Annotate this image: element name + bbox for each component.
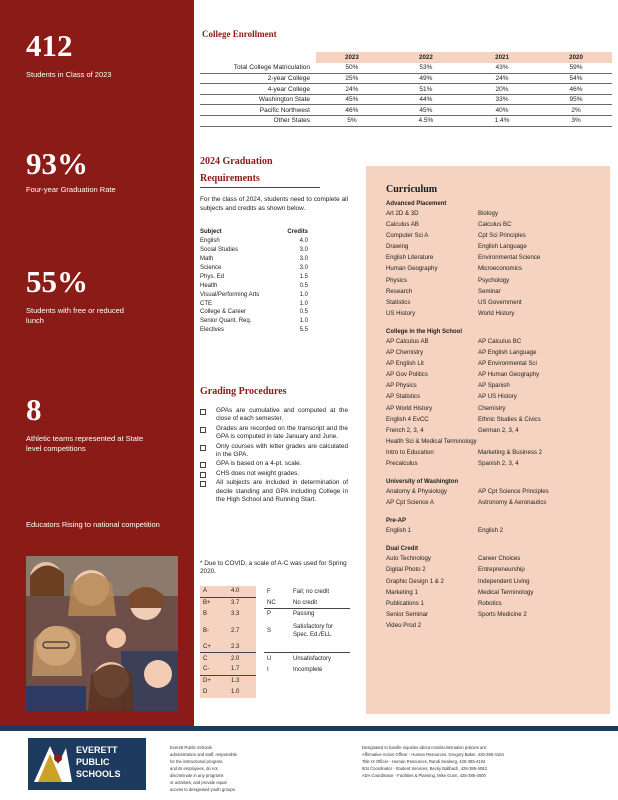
meaning: No credit: [293, 599, 318, 606]
curriculum-sections: [386, 201, 610, 631]
credits-row: [200, 308, 308, 317]
meaning: [290, 675, 350, 686]
course-item: AP Human Geography: [478, 371, 540, 379]
code: [264, 675, 290, 686]
meaning: [290, 686, 350, 697]
credits-row: [200, 272, 308, 281]
credits: 1.5: [299, 273, 308, 280]
code: U: [264, 653, 290, 664]
footer-line: or activities, and provide equal: [170, 780, 227, 785]
course-item: Environmental Science: [478, 254, 541, 262]
course-item: Intro to Education: [386, 448, 434, 456]
course-item: Auto Technology: [386, 555, 431, 563]
points: 1.3: [228, 675, 256, 686]
title-rule: [200, 187, 320, 188]
row-label: Washington State: [200, 94, 316, 105]
stat-graduation-label: Four-year Graduation Rate: [26, 185, 116, 194]
meaning: Unsatisfactory: [290, 653, 350, 664]
course-item: Medical Terminology: [478, 588, 534, 596]
stat-athletics-label: Athletic teams represented at State level competitions: [26, 434, 144, 453]
enrollment-row: [200, 94, 612, 105]
course-item: World History: [478, 309, 515, 317]
course-item: English 2: [478, 527, 504, 535]
credits-header-label: Credits: [287, 229, 308, 236]
course-item: US Government: [478, 298, 522, 306]
credits: 4.0: [299, 238, 308, 245]
credits-row: [200, 317, 308, 326]
enrollment-title: College Enrollment: [202, 29, 277, 39]
cell: 33%: [464, 94, 540, 105]
year-header: 2020: [540, 52, 612, 63]
grading-item: GPAs are cumulative and computed at the close of each semester.: [200, 407, 348, 424]
enrollment-table: [200, 52, 612, 127]
grading-item: GPA is based on a 4-pt. scale.: [200, 460, 348, 468]
course-item: Precalculus: [386, 459, 418, 467]
gap: [256, 642, 264, 653]
row-label: Other States: [200, 116, 316, 127]
cell: 5%: [316, 116, 388, 127]
cell: 51%: [388, 84, 464, 95]
educators-rising-note: Educators Rising to national competition: [26, 520, 160, 529]
credits-table: [200, 228, 308, 335]
credits-row: [200, 326, 308, 335]
course-item: Astronomy & Aeronautics: [478, 499, 547, 507]
course-item: Spanish 2, 3, 4: [478, 459, 519, 467]
scale-row: [200, 620, 350, 642]
course-item: English Language: [478, 243, 527, 251]
cell: 20%: [464, 84, 540, 95]
credits: 1.0: [299, 300, 308, 307]
row-label: Pacific Northwest: [200, 105, 316, 116]
grade: B: [200, 608, 228, 619]
stat-lunch-value: 55%: [26, 264, 88, 299]
points: 1.7: [228, 664, 256, 675]
course-item: Video Prod 2: [386, 621, 422, 629]
curriculum-course-list: [386, 208, 610, 319]
course-item: Chemistry: [478, 404, 506, 412]
grade: A: [200, 586, 228, 597]
course-item: Health Sci & Medical Terminology: [386, 437, 477, 445]
gap: [256, 620, 264, 642]
course-item: Publications 1: [386, 599, 424, 607]
course-item: Psychology: [478, 276, 510, 284]
footer-line: administration and staff, responsible: [170, 752, 237, 757]
footer-line: access to designated youth groups.: [170, 787, 236, 792]
curriculum-category: Advanced Placement: [386, 201, 447, 207]
code: I: [267, 666, 269, 673]
cell: 1.4%: [464, 116, 540, 127]
curriculum-course-list: [386, 525, 610, 536]
code: NC: [267, 599, 276, 606]
credits: 0.5: [299, 309, 308, 316]
credits: 3.0: [299, 256, 308, 263]
grading-title: Grading Procedures: [200, 386, 287, 397]
credits-row: [200, 246, 308, 255]
code: S: [267, 627, 272, 634]
course-item: Sports Medicine 2: [478, 610, 527, 618]
district-logo: [28, 738, 146, 790]
footer-line: discriminate in any programs: [170, 773, 224, 778]
course-item: AP Chemistry: [386, 349, 424, 357]
subject: Math: [200, 256, 214, 263]
row-label: 2-year College: [200, 73, 316, 84]
cell: 45%: [316, 94, 388, 105]
scale-row: [200, 686, 350, 697]
footer-line: 504 Coordinator - Student Services, Becky Ballbach, 425-385-4063: [362, 766, 487, 771]
gap: [256, 608, 264, 619]
subject: Health: [200, 282, 218, 289]
points: 3.3: [228, 608, 256, 619]
meaning: Satisfactory for Spec. Ed./ELL: [293, 623, 334, 638]
course-item: Digital Photo 2: [386, 566, 426, 574]
grade: B+: [200, 597, 228, 608]
course-item: Physics: [386, 276, 407, 284]
credits: 0.5: [299, 282, 308, 289]
course-item: AP US History: [478, 393, 517, 401]
points: 4.0: [228, 586, 256, 597]
subject: Social Studies: [200, 247, 239, 254]
footer-line: for the instructional program,: [170, 759, 224, 764]
grade: D: [200, 686, 228, 697]
course-item: Microeconomics: [478, 265, 523, 273]
code: [264, 642, 290, 653]
course-item: Independent Living: [478, 577, 530, 585]
curriculum-category: Dual Credit: [386, 546, 419, 553]
gap: [256, 675, 264, 686]
cell: 49%: [388, 73, 464, 84]
credits-row: [200, 255, 308, 264]
footer-line: ADA Coordinator - Facilities & Planning, Mike Gunn, 425-385-4000: [362, 773, 486, 778]
course-item: AP Environmental Sci: [478, 360, 537, 368]
cell: 45%: [388, 105, 464, 116]
course-item: Drawing: [386, 243, 409, 251]
scale-row: [200, 653, 350, 664]
grade-scale-table: [200, 586, 350, 698]
credits: 1.0: [299, 318, 308, 325]
credits-header: [200, 228, 308, 237]
curriculum-category: College in the High School: [386, 328, 463, 335]
footer-bar: [0, 726, 618, 731]
year-header: 2023: [316, 52, 388, 63]
cell: 95%: [540, 94, 612, 105]
cell: 59%: [540, 63, 612, 74]
gap: [256, 664, 264, 675]
points: 3.7: [228, 597, 256, 608]
meaning: Fail; no credit: [293, 588, 330, 595]
subject: Senior Quant. Req.: [200, 318, 252, 325]
subject: English: [200, 238, 220, 245]
scale-row: [200, 642, 350, 653]
course-item: Human Geography: [386, 265, 438, 273]
grading-item: Only courses with letter grades are calculated in the GPA.: [200, 443, 348, 460]
course-item: Cpt Sci Principles: [478, 232, 526, 240]
course-item: French 2, 3, 4: [386, 426, 424, 434]
stat-graduation-value: 93%: [26, 146, 88, 181]
course-item: Robotics: [478, 599, 502, 607]
cell: 43%: [464, 63, 540, 74]
gap: [256, 586, 264, 597]
enrollment-corner: [200, 52, 316, 63]
course-item: Marketing 1: [386, 588, 418, 596]
footer-nondiscrimination: [170, 744, 237, 793]
course-item: Marketing & Business 2: [478, 448, 543, 456]
gap: [256, 686, 264, 697]
scale-row: [200, 597, 350, 608]
cell: 44%: [388, 94, 464, 105]
curriculum-category: Pre-AP: [386, 518, 407, 525]
enrollment-header-row: [200, 52, 612, 63]
cell: 25%: [316, 73, 388, 84]
credits: 3.0: [299, 247, 308, 254]
code: P: [264, 608, 290, 619]
course-item: AP Statistics: [386, 393, 421, 401]
credits-row: [200, 281, 308, 290]
credits: 3.0: [299, 265, 308, 271]
grade: B-: [200, 620, 228, 642]
course-item: Graphic Design 1 & 2: [386, 577, 444, 585]
footer-contacts: [362, 744, 504, 779]
meaning: Passing: [290, 608, 350, 619]
curriculum-panel: [366, 166, 610, 714]
course-item: English Literature: [386, 254, 434, 262]
course-item: Biology: [478, 210, 498, 217]
credits-row: [200, 290, 308, 299]
course-item: Entrepreneurship: [478, 566, 525, 574]
grading-item: Grades are recorded on the transcript and the GPA is computed in late January and June.: [200, 425, 348, 442]
course-item: AP English Language: [478, 349, 537, 357]
credits-row: [200, 237, 308, 246]
scale-row: [200, 675, 350, 686]
cell: 50%: [316, 63, 388, 74]
code: [264, 686, 290, 697]
course-item: English 1: [386, 527, 412, 535]
subject: Phys. Ed: [200, 273, 225, 280]
course-item: AP Gov Politics: [386, 371, 428, 379]
gap: [256, 653, 264, 664]
covid-note: * Due to COVID, a scale of A-C was used for Spring 2020.: [200, 560, 347, 576]
cell: 24%: [464, 73, 540, 84]
course-item: US History: [386, 309, 416, 317]
course-item: AP Spanish: [478, 382, 510, 390]
meaning: Incomplete: [293, 666, 323, 673]
credits: 5.5: [299, 327, 308, 334]
enrollment-row: [200, 63, 612, 74]
stat-students-label: Students in Class of 2023: [26, 70, 112, 79]
year-header: 2021: [464, 52, 540, 63]
subject: Science: [200, 265, 222, 271]
cell: 46%: [316, 105, 388, 116]
course-item: Ethnic Studies & Civics: [478, 415, 541, 423]
curriculum-course-list: [386, 336, 610, 469]
grading-list: [200, 407, 348, 505]
cell: 2%: [540, 105, 612, 116]
course-item: [478, 620, 608, 631]
cell: 46%: [540, 84, 612, 95]
course-item: Computer Sci A: [386, 232, 429, 240]
course-item: Statistics: [386, 298, 411, 306]
points: 2.3: [228, 642, 256, 653]
grade: C+: [200, 642, 228, 653]
meaning: [290, 642, 350, 653]
course-item: AP Calculus AB: [386, 337, 429, 345]
graduation-intro: For the class of 2024, students need to complete all subjects and credits as shown below.: [200, 196, 348, 212]
graduation-title-line1: 2024 Graduation: [200, 156, 273, 167]
subject: CTE: [200, 300, 212, 307]
curriculum-title: Curriculum: [386, 184, 438, 195]
cell: 40%: [464, 105, 540, 116]
footer-line: Everett Public Schools: [170, 745, 212, 750]
course-item: AP English Lit: [386, 360, 424, 368]
curriculum-category: University of Washington: [386, 479, 459, 486]
row-label: 4-year College: [200, 84, 316, 95]
year-header: 2022: [388, 52, 464, 63]
students-photo: [26, 556, 178, 711]
course-item: AP Cpt Science A: [386, 499, 434, 507]
graduation-title-line2: Requirements: [200, 173, 260, 184]
course-item: Anatomy & Physiology: [386, 488, 447, 496]
footer-line: Designated to handle inquiries about nondiscrimination policies are:: [362, 745, 488, 750]
gap: [256, 597, 264, 608]
course-item: AP Calculus BC: [478, 337, 522, 345]
grading-item: CHS does not weight grades.: [200, 470, 348, 478]
grade: C: [200, 653, 228, 664]
course-item: AP Physics: [386, 382, 417, 390]
points: 2.0: [228, 653, 256, 664]
grading-item: All subjects are included in determination of decile standing and GPA including College in the High School and Running Start.: [200, 479, 348, 504]
cell: 4.5%: [388, 116, 464, 127]
course-item: AP Cpt Science Principles: [478, 488, 549, 496]
grade: C-: [200, 664, 228, 675]
course-item: Seminar: [478, 287, 501, 295]
cell: 24%: [316, 84, 388, 95]
footer-line: Title IX Officer - Human Resources, Randi Seaberg, 425-385-4104: [362, 759, 486, 764]
stat-lunch-label: Students with free or reduced lunch: [26, 306, 124, 325]
stats-sidebar: [0, 0, 194, 726]
subject-header: Subject: [200, 229, 222, 236]
course-item: Career Choices: [478, 555, 521, 563]
curriculum-course-list: [386, 553, 610, 631]
course-item: Calculus BC: [478, 221, 512, 229]
curriculum-course-list: [386, 486, 610, 508]
course-item: Senior Seminar: [386, 610, 428, 618]
stat-students-value: 412: [26, 28, 73, 63]
subject: College & Career: [200, 309, 247, 316]
course-item: German 2, 3, 4: [478, 426, 519, 434]
course-item: Calculus AB: [386, 221, 419, 229]
footer-line: and its employees, do not: [170, 766, 218, 771]
credits-row: [200, 264, 308, 273]
scale-row: [200, 608, 350, 619]
footer-line: Affirmative Action Officer - Human Resources, Gregory Baker, 425-385-4104: [362, 752, 504, 757]
credits: 1.0: [299, 291, 308, 298]
logo-text: EVERETT PUBLIC SCHOOLS: [76, 745, 121, 779]
row-label: Total College Matriculation: [200, 63, 316, 74]
scale-row: [200, 664, 350, 675]
scale-row: [200, 586, 350, 597]
enrollment-row: [200, 84, 612, 95]
course-item: English 4 EvCC: [386, 415, 429, 423]
subject: Visual/Performing Arts: [200, 291, 260, 298]
cell: 3%: [540, 116, 612, 127]
points: 1.0: [228, 686, 256, 697]
stat-athletics-value: 8: [26, 392, 42, 427]
points: 2.7: [228, 620, 256, 642]
enrollment-row: [200, 105, 612, 116]
enrollment-row: [200, 73, 612, 84]
cell: 53%: [388, 63, 464, 74]
credits-row: [200, 299, 308, 308]
subject: Electives: [200, 327, 225, 334]
course-item: [478, 436, 608, 447]
course-item: Research: [386, 287, 413, 295]
course-item: Art 2D & 3D: [386, 210, 419, 217]
grade: D+: [200, 675, 228, 686]
code: F: [267, 588, 271, 595]
enrollment-row: [200, 116, 612, 127]
cell: 54%: [540, 73, 612, 84]
course-item: AP World History: [386, 404, 433, 412]
